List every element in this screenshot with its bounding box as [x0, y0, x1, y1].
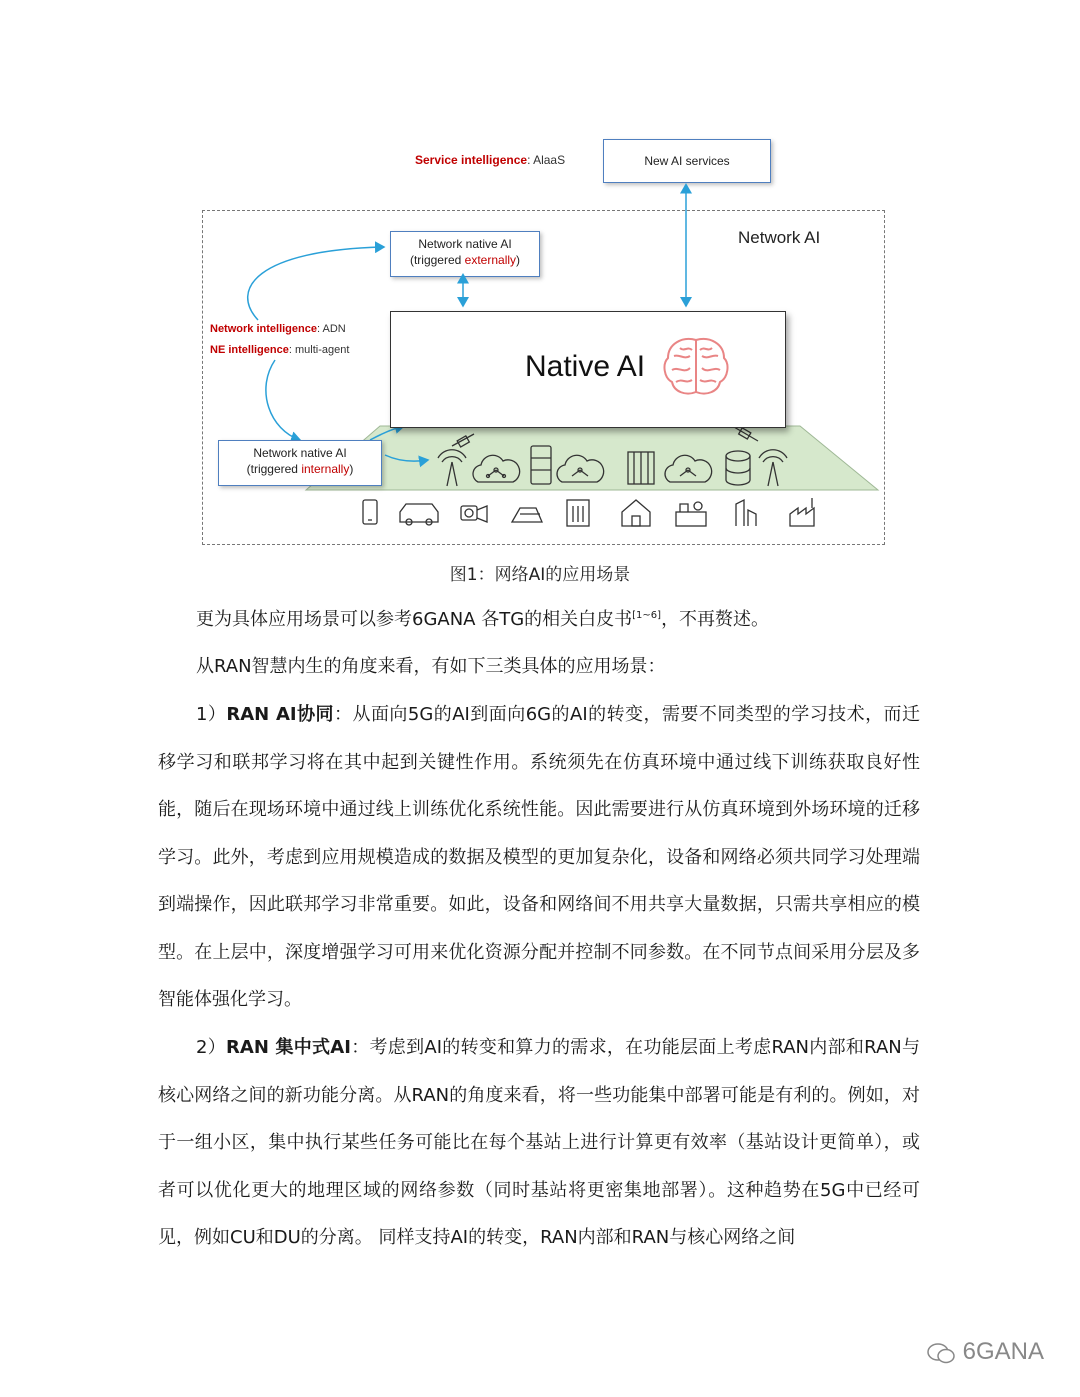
curve-arrow-down [266, 360, 300, 440]
native-ai-internal-box [218, 440, 382, 486]
car-icon [400, 504, 438, 525]
internal-box-line2 [219, 461, 381, 477]
paragraph-1-text: 更为具体应用场景可以参考6GANA 各TG的相关白皮书 [196, 609, 633, 630]
paragraph-4-number: 2） [196, 1037, 227, 1058]
paragraph-3-body: ：从面向5G的AI到面向6G的AI的转变，需要不同类型的学习技术，而迁移学习和联邦学习将在其中起到关键性作用。系统须先在仿真环境中通过线下训练获取良好性能，随后在现场环境中通过线上训练优化系统性能。因此需要进行从仿真环境到外场环境的迁移学习。此外，考虑到应用规模造成的数据及模型的更加复杂化，设备和网络必须共同学习处理端到端操作，因此联邦学习非常重要。如此，设备和网络间不用共享大量数据，只需共享相应的模型。在上层中，深度增强学习可用来优化资源分配并控制不同参数。在不同节点间采用分层及多智能体强化学习。 [158, 704, 921, 1010]
phone-icon [363, 500, 377, 524]
paragraph-1-ref: [1~6] [632, 610, 662, 621]
paragraph-1-tail: ，不再赘述。 [661, 609, 770, 630]
office-icon [567, 500, 589, 526]
external-box-red: externally [464, 253, 517, 267]
industry-icon [790, 498, 814, 526]
internal-box-red: internally [301, 462, 350, 476]
external-box-pre: (triggered [409, 253, 465, 267]
external-box-line1: Network native AI [418, 237, 512, 251]
network-ai-title: Network AI [738, 228, 821, 247]
home-icon [622, 500, 650, 526]
network-intelligence-value: : ADN [316, 323, 346, 335]
curve-arrow-up [248, 247, 384, 320]
network-intelligence-key: Network intelligence [210, 323, 317, 335]
watermark [926, 1338, 1044, 1366]
figure-graphics [0, 0, 1080, 560]
native-ai-title: Native AI [525, 350, 646, 383]
ne-intelligence-value: : multi-agent [288, 344, 350, 356]
paragraph-3-title: RAN AI协同 [226, 704, 335, 725]
paragraph-1 [158, 596, 920, 644]
truck-icon [512, 508, 542, 522]
internal-box-line1: Network native AI [253, 446, 347, 460]
paragraph-3-number: 1） [196, 704, 227, 725]
factory-machine-icon [676, 502, 706, 526]
internal-box-post: ) [349, 462, 354, 476]
watermark-text: 6GANA [962, 1338, 1044, 1365]
paragraph-4-title: RAN 集中式AI [226, 1037, 351, 1058]
city-icon [736, 500, 756, 526]
new-ai-services-label: New AI services [644, 154, 730, 168]
figure-caption: 图1：网络AI的应用场景 [449, 565, 631, 585]
wechat-icon [926, 1341, 956, 1365]
ne-intelligence-key: NE intelligence [210, 344, 289, 356]
service-intelligence-value: : AlaaS [527, 153, 566, 167]
camera-icon [461, 506, 487, 522]
paragraph-3 [158, 691, 920, 1024]
paragraph-2: 从RAN智慧内生的角度来看，有如下三类具体的应用场景： [196, 656, 666, 677]
brain-icon [660, 334, 732, 400]
service-intelligence-key: Service intelligence [415, 153, 528, 167]
paragraph-4-body: ：考虑到AI的转变和算力的需求，在功能层面上考虑RAN内部和RAN与核心网络之间的新功能分离。从RAN的角度来看，将一些功能集中部署可能是有利的。例如，对于一组小区，集中执行某些任务可能比在每个基站上进行计算更有效率（基站设计更简单），或者可以优化更大的地理区域的网络参数（同时基站将更密集地部署）。这种趋势在5G中已经可见，例如CU和DU的分离。 同样支持AI的转变，RAN内部和RAN与核心网络之间 [158, 1037, 921, 1248]
paragraph-4 [158, 1024, 920, 1262]
external-box-post: ) [516, 253, 521, 267]
internal-box-pre: (triggered [246, 462, 302, 476]
